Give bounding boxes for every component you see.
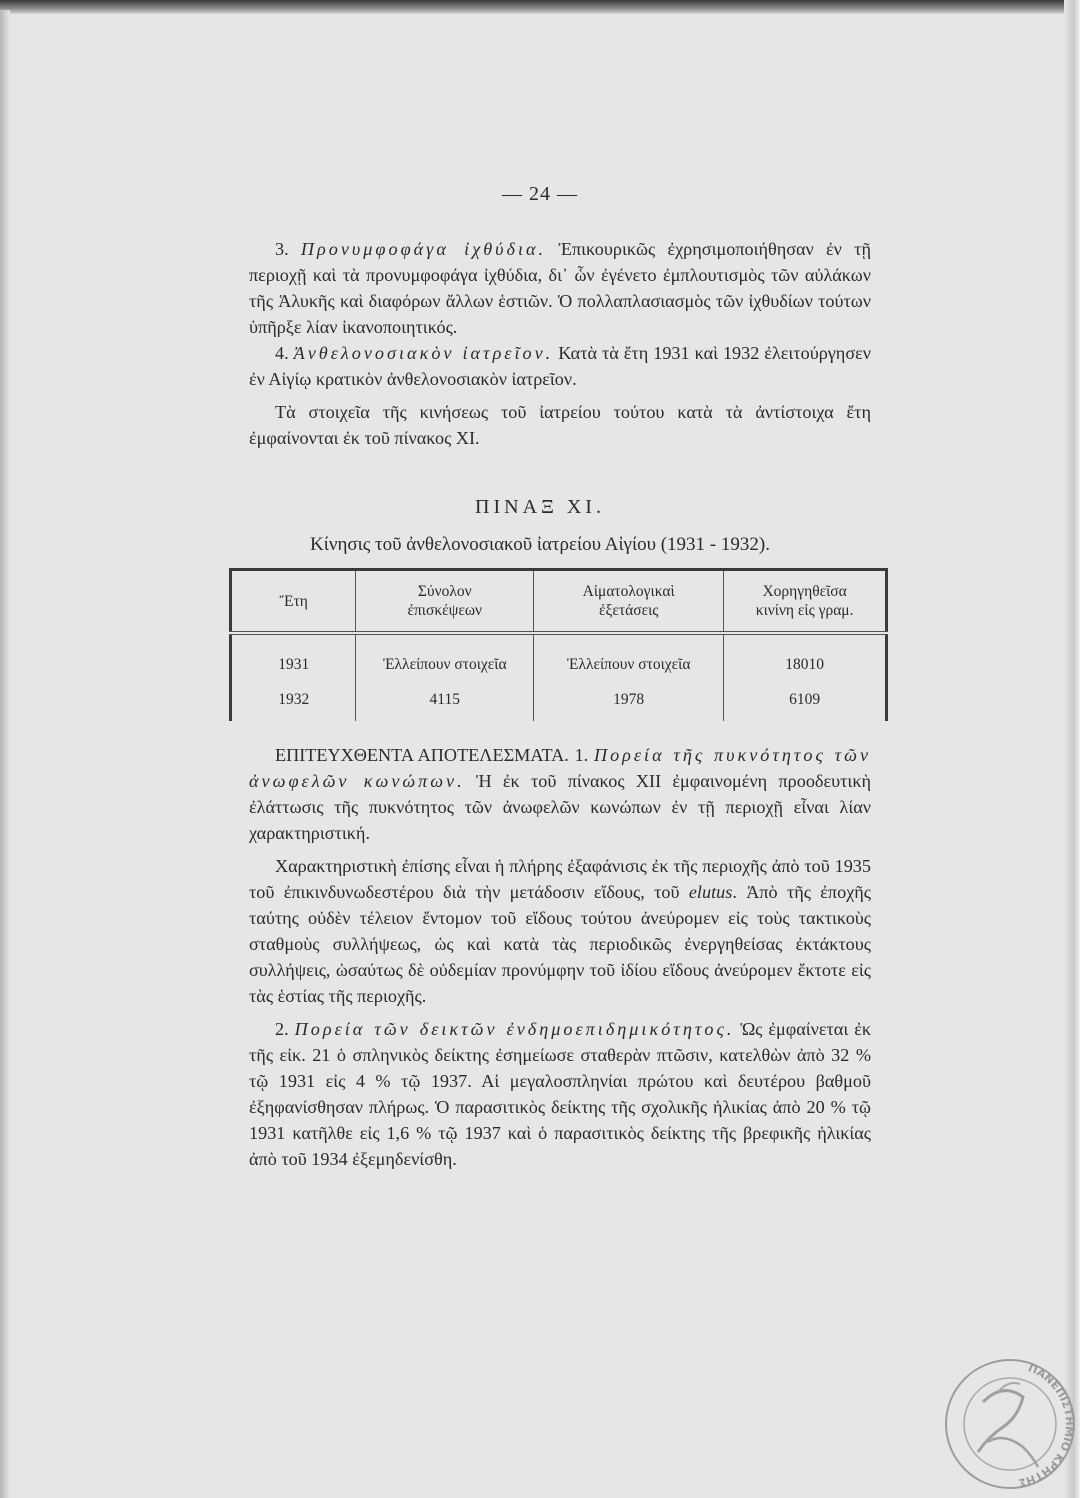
scan-left-edge [0,10,10,1498]
results-item-2-title: Πορεία τῶν δεικτῶν ἐνδημοεπιδημικότητος. [294,1019,735,1039]
section-4-number: 4. [275,343,289,363]
cell-year: 1931 [278,656,310,673]
results-paragraph-2 [249,853,871,1009]
stamp-text: ΠΑΝΕΠΙΣΤΗΜΙΟ ΚΡΗΤΗΣ [1017,1361,1077,1490]
section-3-paragraph [249,236,871,340]
table-header-row [231,570,887,634]
section-4-paragraph [249,340,871,392]
header-years-label: Ἔτη [279,592,308,610]
table-row [231,633,887,685]
cell-blood-tests: 1978 [534,685,724,721]
header-quinine-line2: κινίνη εἰς γραμ. [755,602,854,619]
table-label: ΠΙΝΑΞ XI. [475,496,605,518]
cell-year: 1932 [278,691,310,708]
cell-visits: Ἐλλείπουν στοιχεῖα [356,633,534,685]
header-blood-line2: ἐξετάσεις [598,602,659,619]
header-blood-line1: Αἱματολογικαὶ [582,583,675,600]
cell-quinine: 6109 [724,685,887,721]
species-name: elutus [688,882,733,902]
results-paragraph-3 [249,1016,871,1172]
table-row [231,685,887,721]
university-stamp-icon [938,1352,1078,1492]
results-block [249,742,871,1172]
page-number: — 24 — [502,183,578,205]
section-3-number: 3. [275,239,289,259]
header-visits-line1: Σύνολον [417,583,472,600]
cell-blood-tests: Ἐλλείπουν στοιχεῖα [534,633,724,685]
clinic-activity-table [229,568,888,721]
scan-top-edge [0,0,1080,14]
results-item-1-number: 1. [574,745,589,765]
cell-visits: 4115 [356,685,534,721]
section-4-paragraph-2: Τὰ στοιχεῖα τῆς κινήσεως τοῦ ἰατρείου τούτου κατὰ τὰ ἀντίστοιχα ἔτη ἐμφαίνονται ἐκ τοῦ πίνακος XI. [249,402,871,448]
results-item-2-number: 2. [275,1019,289,1039]
header-quinine [724,570,887,634]
section-3-body: Ἐπικουρικῶς ἐχρησιμοποιήθησαν ἐν τῇ περιοχῇ καὶ τὰ προνυμφοφάγα ἰχθύδια, δι᾽ ὧν ἐγένετο ἐμπλουτισμὸς τῶν αὐλάκων τῆς Ἁλυκῆς καὶ διαφόρων ἄλλων ἑστιῶν. Ὁ πολλαπλασιασμὸς τῶν ἰχθυδίων τούτων ὑπῆρξε λίαν ἱκανοποιητικός. [249,239,871,337]
section-4-title: Ἀνθελονοσιακὸν ἰατρεῖον. [293,343,554,363]
header-blood-tests [534,570,724,634]
results-item-2-body: Ὡς ἐμφαίνεται ἐκ τῆς εἰκ. 21 ὁ σπληνικὸς δείκτης ἐσημείωσε σταθερὰν πτῶσιν, κατελθὼν ἀπὸ 32 % τῷ 1931 εἰς 4 % τῷ 1937. Αἱ μεγαλοσπληνίαι πρώτου καὶ δευτέρου βαθμοῦ ἐξηφανίσθησαν πλήρως. Ὁ παρασιτικὸς δείκτης τῆς σχολικῆς ἡλικίας ἀπὸ 20 % τῷ 1931 κατῆλθε εἰς 1,6 % τῷ 1937 καὶ ὁ παρασιτικὸς δείκτης τῆς βρεφικῆς ἡλικίας ἀπὸ τοῦ 1934 ἐξεμηδενίσθη. [249,1019,871,1169]
table-caption: Κίνησις τοῦ ἀνθελονοσιακοῦ ἰατρείου Αἰγίου (1931 - 1932). [310,534,770,555]
header-quinine-line1: Χορηγηθεῖσα [762,583,847,600]
results-heading: ΕΠΙΤΕΥΧΘΕΝΤΑ ΑΠΟΤΕΛΕΣΜΑΤΑ. [275,745,569,765]
results-para2-text-b: . Ἀπὸ τῆς ἐποχῆς ταύτης οὐδὲν τέλειον ἔντομον τοῦ εἴδους τούτου ἀνεύρομεν εἰς τοὺς τακτικοὺς σταθμοὺς συλλήψεως, ὡς καὶ κατὰ τὰς περιοδικῶς ἐνεργηθείσας ἐκτάκτους συλλήψεις, ὡσαύτως δὲ οὐδεμίαν προνύμφην τοῦ ἰδίου εἴδους ἀνεύρομεν ἔκτοτε εἰς τὰς ἑστίας τῆς περιοχῆς. [249,882,871,1006]
section-4-body: Κατὰ τὰ ἔτη 1931 καὶ 1932 ἐλειτούργησεν ἐν Αἰγίῳ κρατικὸν ἀνθελονοσιακὸν ἰατρεῖον. [249,343,871,389]
section-3-title: Προνυμφοφάγα ἰχθύδια. [300,239,547,259]
results-para2-text-a: Χαρακτηριστικὴ ἐπίσης εἶναι ἡ πλήρης ἐξαφάνισις ἐκ τῆς περιοχῆς ἀπὸ τοῦ 1935 τοῦ ἐπικινδυνωδεστέρου διὰ τὴν μετάδοσιν εἴδους, τοῦ [249,856,871,902]
section-3-block [249,236,871,451]
results-item-1-body: Ἡ ἐκ τοῦ πίνακος XII ἐμφαινομένη προοδευτικὴ ἐλάττωσις τῆς πυκνότητος τῶν ἀνωφελῶν κωνώπων ἐν τῇ περιοχῇ εἶναι λίαν χαρακτηριστική. [249,771,871,843]
results-item-1-title: Πορεία τῆς πυκνότητος τῶν ἀνωφελῶν κωνώπων. [249,745,872,791]
results-paragraph-1 [249,742,871,846]
header-visits-line2: ἐπισκέψεων [407,602,483,619]
header-total-visits [356,570,534,634]
scan-right-edge [1064,0,1080,1498]
header-years [231,570,356,634]
cell-quinine: 18010 [724,633,887,685]
